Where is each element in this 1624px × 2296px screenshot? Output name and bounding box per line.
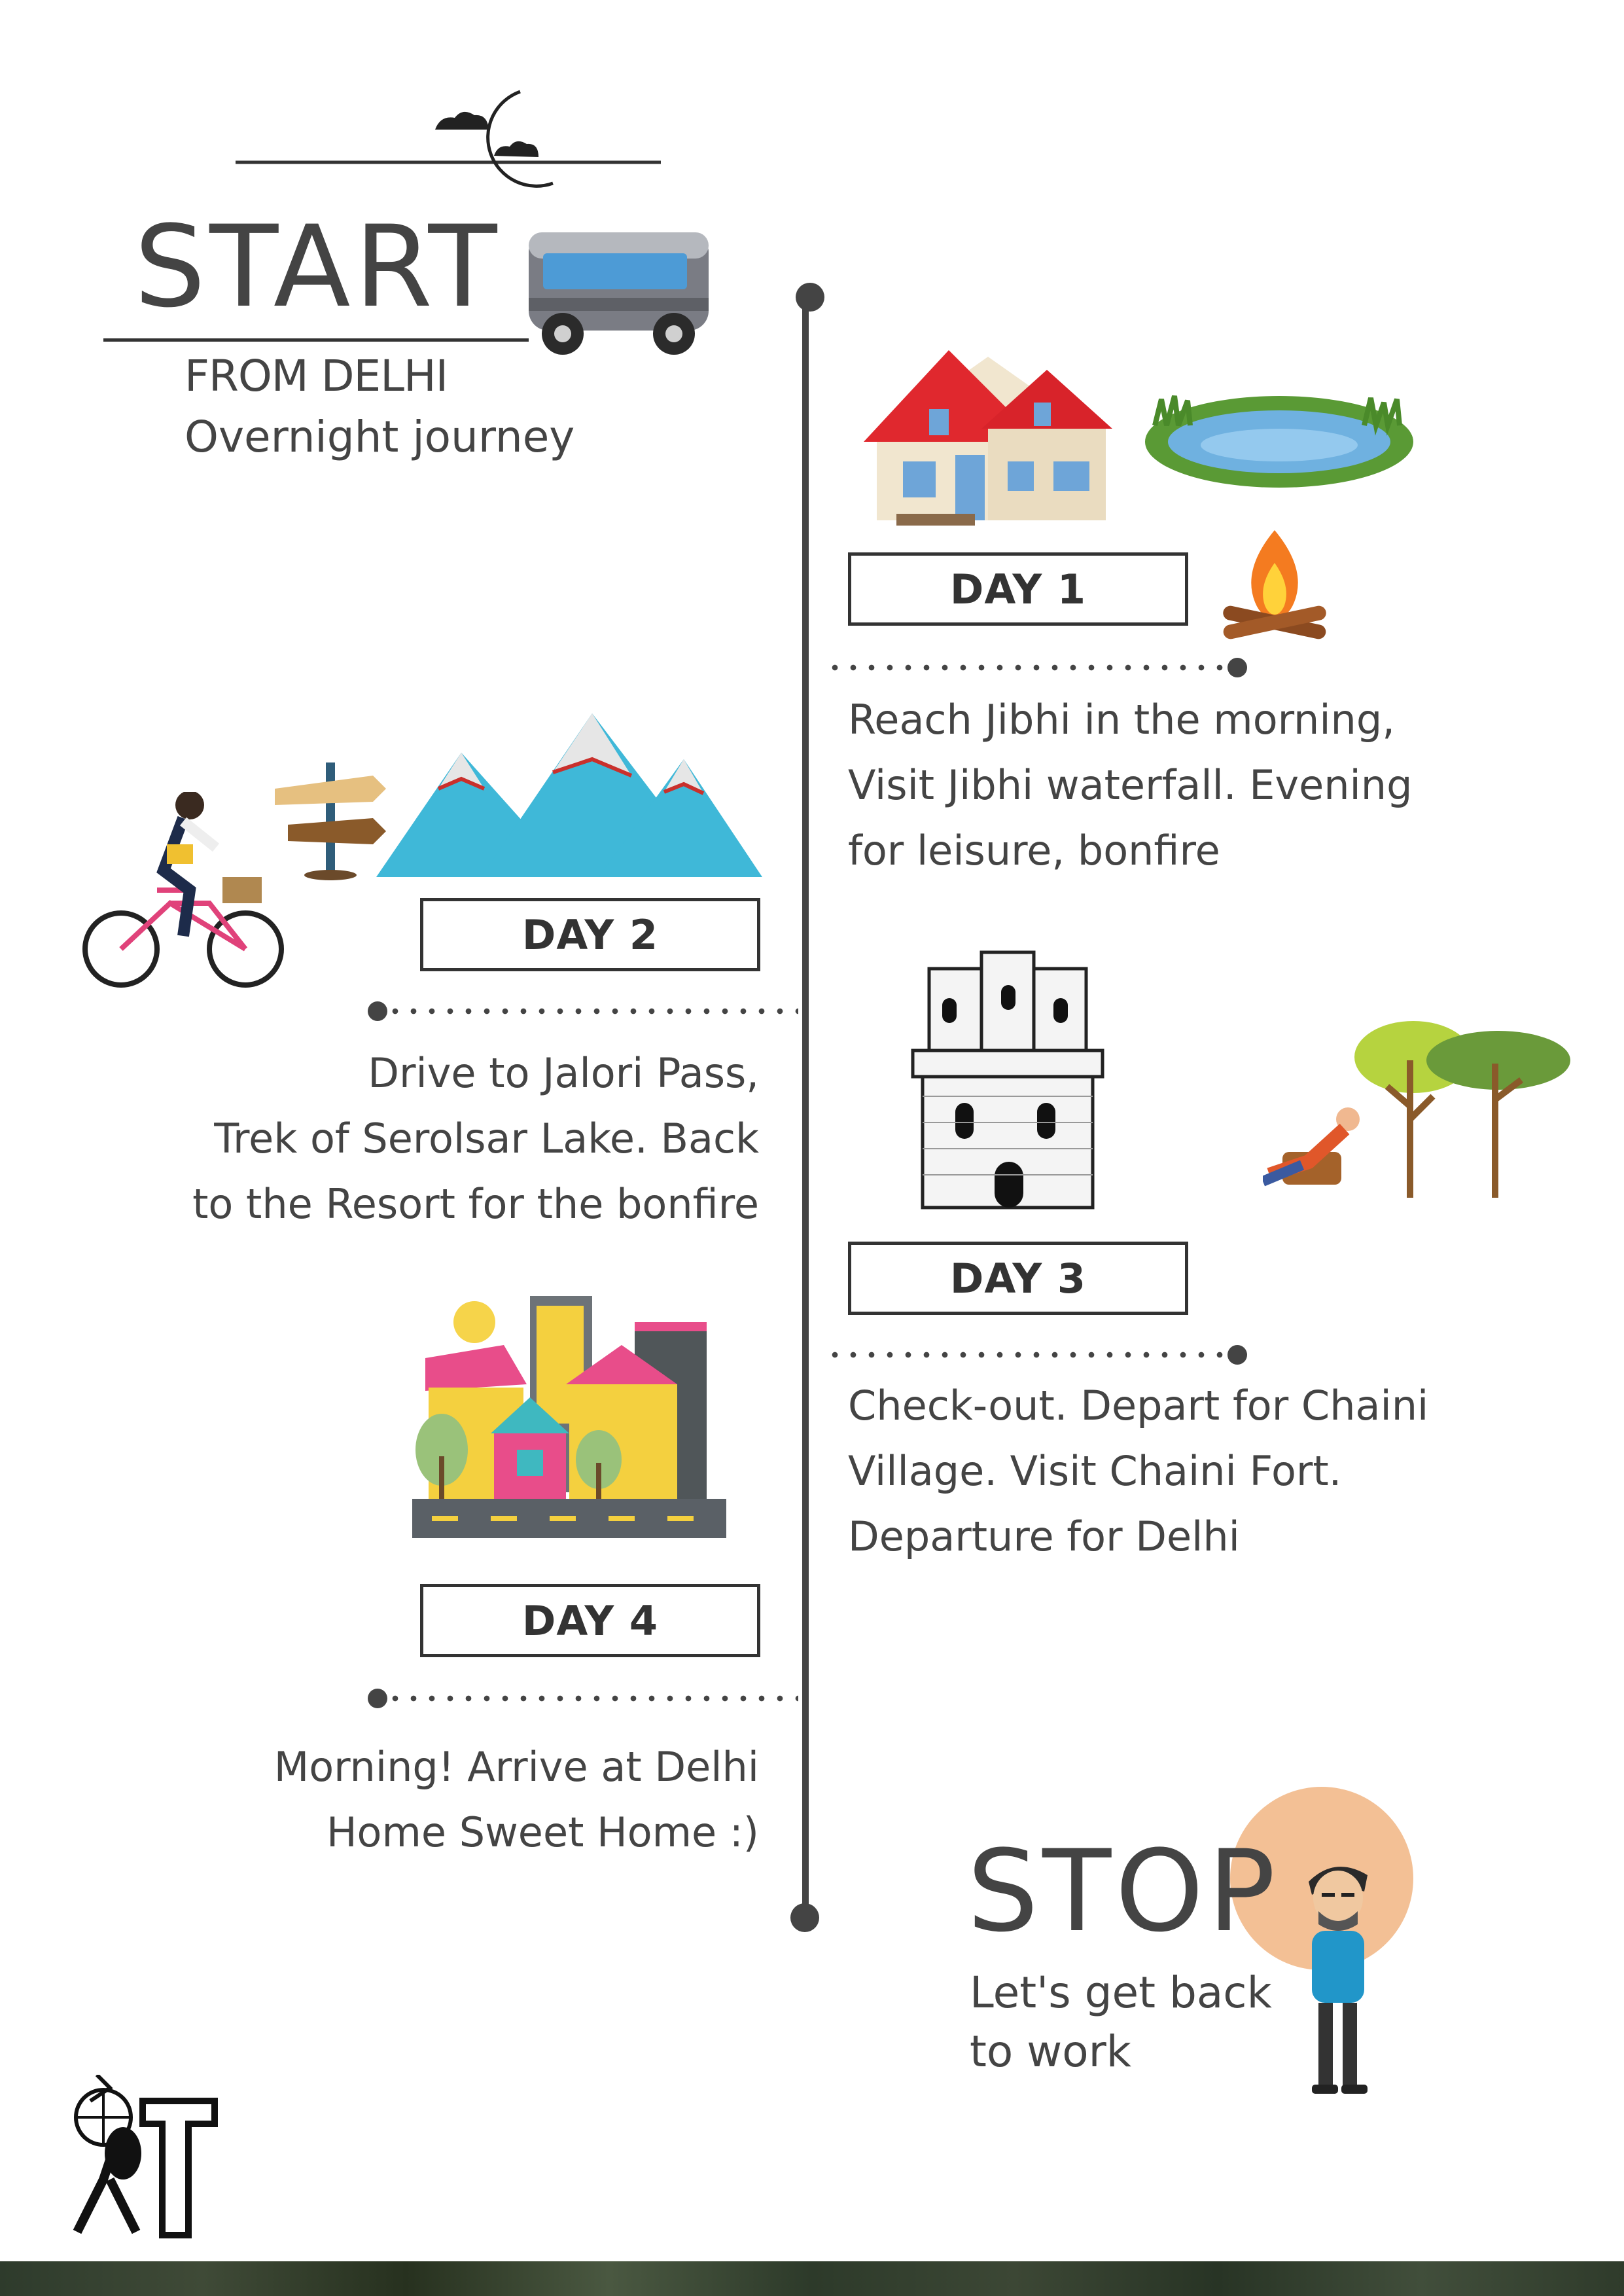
day4-dotted-line (386, 1695, 798, 1702)
signpost-icon (268, 756, 393, 880)
trees-relax-icon (1263, 1021, 1570, 1211)
day1-dot (1227, 658, 1247, 677)
day4-text (105, 1734, 759, 1865)
day1-box (848, 552, 1188, 626)
cyclist-icon (79, 792, 288, 988)
day2-line-2: Trek of Serolsar Lake. Back (214, 1115, 759, 1162)
stop-line-2: to work (970, 2026, 1131, 2077)
timeline-line (802, 293, 809, 1918)
day2-text (105, 1041, 759, 1237)
day1-text (848, 687, 1412, 884)
day2-dot (368, 1001, 387, 1021)
day2-line-3: to the Resort for the bonfire (192, 1180, 759, 1228)
day2-box (420, 898, 760, 971)
stop-line-1: Let's get back (970, 1967, 1272, 2018)
moon-cloud-icon (236, 85, 661, 196)
day3-box (848, 1242, 1188, 1315)
start-title: START (134, 201, 501, 332)
day2-dotted-line (386, 1008, 798, 1014)
timeline-end-dot (790, 1903, 819, 1932)
castle-icon (903, 939, 1112, 1214)
logo-icon (58, 2075, 221, 2245)
bus-icon (523, 226, 713, 357)
day1-line-1: Reach Jibhi in the morning, (848, 696, 1395, 744)
day1-label: DAY 1 (949, 565, 1087, 613)
day3-line-1: Check-out. Depart for Chaini (848, 1382, 1429, 1429)
timeline-start-dot (796, 283, 824, 312)
day1-dotted-line (826, 664, 1238, 671)
day2-label: DAY 2 (521, 910, 659, 959)
day3-label: DAY 3 (949, 1254, 1087, 1302)
day4-line-2: Home Sweet Home :) (326, 1808, 759, 1856)
city-icon (412, 1293, 726, 1568)
bonfire-icon (1216, 524, 1333, 641)
forest-strip (0, 2261, 1624, 2296)
day3-line-3: Departure for Delhi (848, 1513, 1240, 1560)
day3-text (848, 1373, 1428, 1570)
day3-dotted-line (826, 1352, 1238, 1358)
day4-label: DAY 4 (521, 1596, 659, 1645)
house-icon (851, 331, 1125, 527)
mountains-icon (376, 713, 762, 877)
stop-title: STOP (967, 1825, 1280, 1957)
day1-line-3: for leisure, bonfire (848, 827, 1220, 874)
start-subtitle: Overnight journey (185, 412, 575, 462)
start-from: FROM DELHI (185, 351, 448, 401)
day4-dot (368, 1689, 387, 1708)
day3-line-2: Village. Visit Chaini Fort. (848, 1447, 1342, 1495)
pond-icon (1142, 380, 1417, 491)
day2-line-1: Drive to Jalori Pass, (368, 1049, 759, 1097)
start-underline (103, 338, 529, 342)
day3-dot (1227, 1345, 1247, 1365)
man-icon (1282, 1856, 1394, 2098)
day1-line-2: Visit Jibhi waterfall. Evening (848, 761, 1413, 809)
day4-box (420, 1584, 760, 1657)
day4-line-1: Morning! Arrive at Delhi (274, 1743, 759, 1791)
